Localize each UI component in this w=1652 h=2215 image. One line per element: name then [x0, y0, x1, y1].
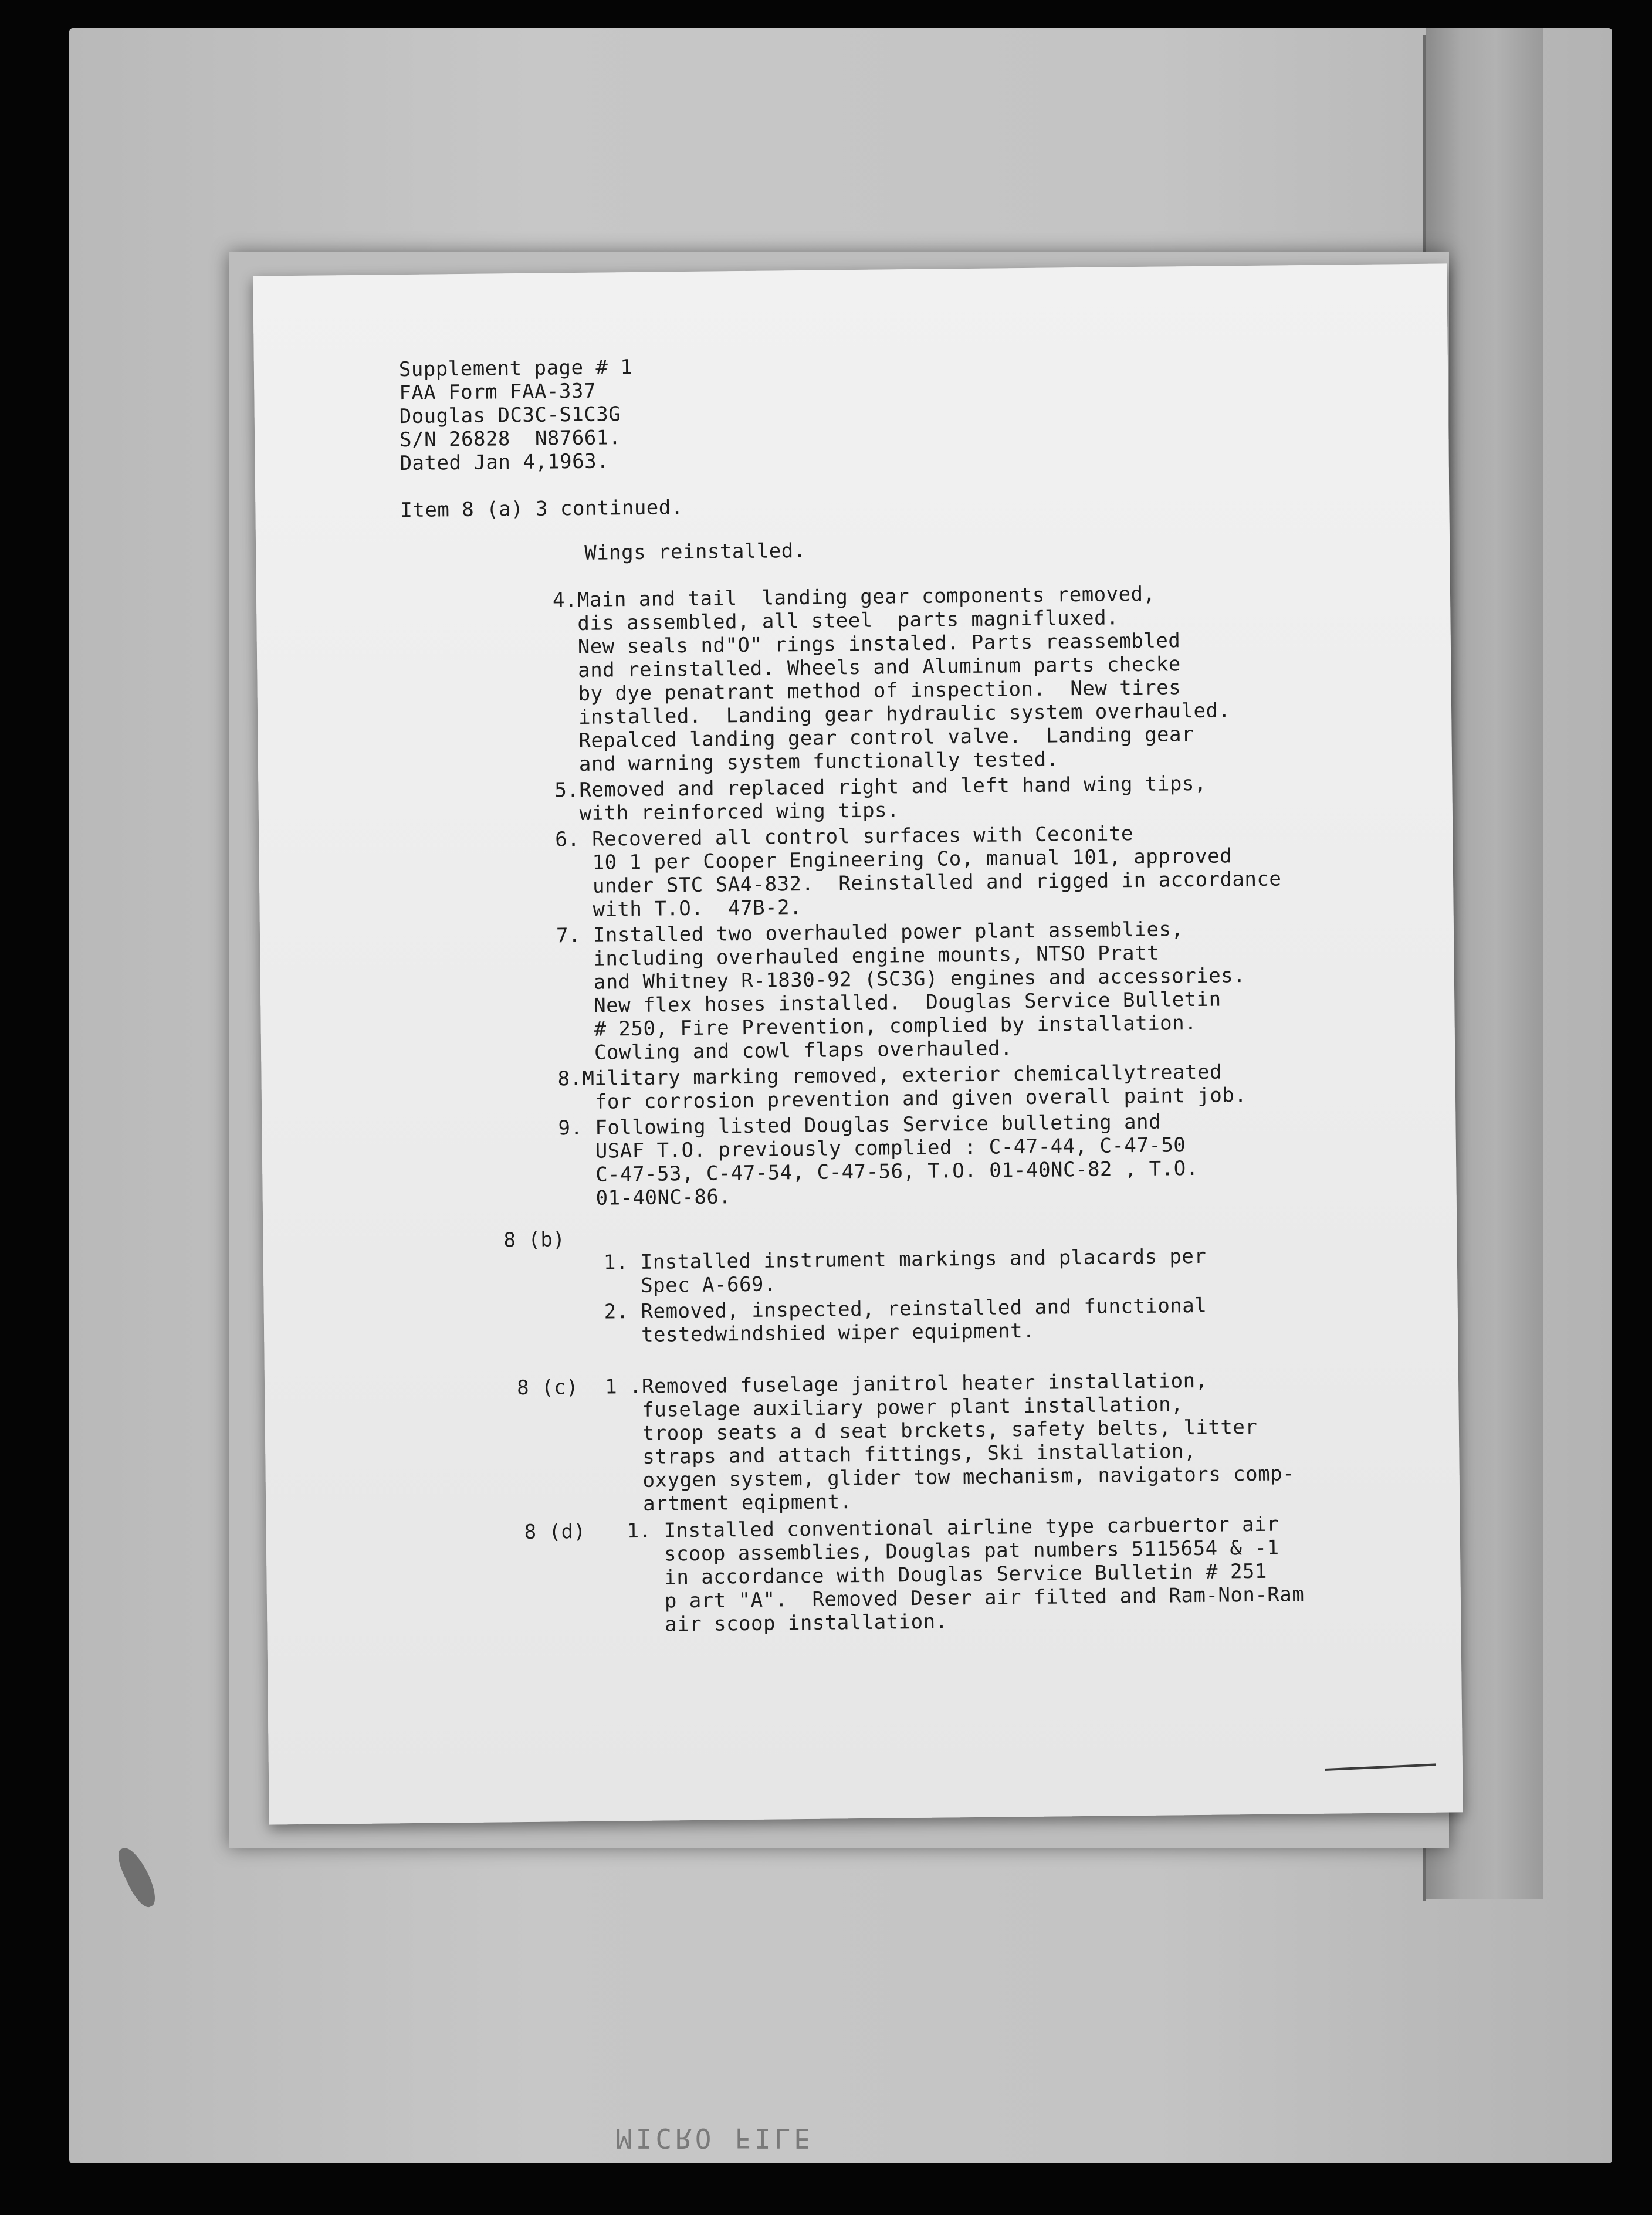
- text-line: Cowling and cowl flaps overhauled.: [557, 1037, 1013, 1065]
- text-line: and Whitney R-1830-92 (SC3G) engines and accessories.: [556, 964, 1246, 995]
- text-line: New seals nd"O" rings instaled. Parts reassembled: [553, 629, 1181, 659]
- text-line: and reinstalled. Wheels and Aluminum parts checke: [553, 652, 1181, 683]
- text-line: C-47-53, C-47-54, C-47-56, T.O. 01-40NC-82 , T.O.: [558, 1156, 1199, 1187]
- text-line: with T.O. 47B-2.: [556, 895, 803, 922]
- text-line: 9. Following listed Douglas Service bulleting and: [558, 1110, 1162, 1140]
- text-line: 4.Main and tail landing gear components removed,: [552, 582, 1156, 612]
- text-line: testedwindshied wiper equipment.: [604, 1319, 1035, 1347]
- item-heading: Item 8 (a) 3 continued.: [400, 496, 683, 523]
- text-line: installed. Landing gear hydraulic system overhauled.: [553, 699, 1231, 730]
- header-supplement-page: Supplement page # 1: [398, 355, 633, 382]
- text-line: scoop assemblies, Douglas pat numbers 5115654 & -1: [627, 1536, 1279, 1567]
- text-line: oxygen system, glider tow mechanism, navigators comp-: [605, 1462, 1295, 1493]
- text-line: dis assembled, all steel parts magnifluxed.: [553, 606, 1119, 636]
- section-8d-label: 8 (d): [524, 1519, 586, 1545]
- text-line: 8.Military marking removed, exterior chemicallytreated: [557, 1060, 1223, 1091]
- text-line: under STC SA4-832. Reinstalled and rigged in accordance: [555, 867, 1282, 899]
- text-line: 7. Installed two overhauled power plant assemblies,: [556, 917, 1184, 948]
- text-line: 6. Recovered all control surfaces with Ceconite: [555, 822, 1134, 852]
- text-line: troop seats a d seat brckets, safety belts, litter: [605, 1415, 1258, 1446]
- text-line: with reinforced wing tips.: [554, 798, 900, 826]
- section-8c-label: 8 (c): [516, 1376, 579, 1400]
- text-line: p art "A". Removed Deser air filted and Ram-Non-Ram: [627, 1583, 1305, 1614]
- text-line: Repalced landing gear control valve. Landing gear: [554, 722, 1194, 753]
- header-form-number: FAA Form FAA-337: [399, 379, 597, 405]
- wings-reinstalled-line: Wings reinstalled.: [584, 538, 806, 565]
- text-line: artment eqipment.: [605, 1490, 852, 1516]
- text-line: 10 1 per Cooper Engineering Co, manual 101, approved: [555, 844, 1233, 875]
- film-caption: MICRO FILE: [616, 2122, 814, 2154]
- text-line: 1 .Removed fuselage janitrol heater installation,: [604, 1369, 1208, 1399]
- header-date: Dated Jan 4,1963.: [400, 449, 610, 476]
- header-serial-number: S/N 26828 N87661.: [399, 426, 621, 452]
- text-line: # 250, Fire Prevention, complied by installation.: [557, 1011, 1197, 1042]
- text-line: 1. Installed instrument markings and placards per: [603, 1244, 1207, 1275]
- text-line: fuselage auxiliary power plant installation,: [605, 1393, 1184, 1423]
- text-line: 01-40NC-86.: [558, 1185, 732, 1211]
- typed-dash-mark: [1325, 1763, 1436, 1771]
- header-aircraft-model: Douglas DC3C-S1C3G: [399, 402, 621, 429]
- section-8b-label: 8 (b): [503, 1228, 566, 1252]
- text-line: in accordance with Douglas Service Bulletin # 251: [627, 1559, 1268, 1590]
- text-line: and warning system functionally tested.: [554, 747, 1059, 777]
- text-line: by dye penatrant method of inspection. New tires: [553, 676, 1182, 706]
- text-line: including overhauled engine mounts, NTSO Pratt: [556, 941, 1160, 971]
- text-line: 1. Installed conventional airline type carbuertor air: [627, 1512, 1279, 1543]
- typed-document-page: [253, 263, 1463, 1824]
- text-line: 5.Removed and replaced right and left hand wing tips,: [554, 771, 1207, 802]
- text-line: air scoop installation.: [628, 1610, 948, 1637]
- text-line: New flex hoses installed. Douglas Service Bulletin: [557, 987, 1221, 1018]
- text-line: for corrosion prevention and given overall paint job.: [557, 1083, 1247, 1115]
- text-line: USAF T.O. previously complied : C-47-44, C-47-50: [558, 1133, 1186, 1164]
- text-line: Spec A-669.: [604, 1272, 777, 1298]
- text-line: 2. Removed, inspected, reinstalled and functional: [604, 1293, 1207, 1324]
- text-line: straps and attach fittings, Ski installation,: [605, 1440, 1197, 1469]
